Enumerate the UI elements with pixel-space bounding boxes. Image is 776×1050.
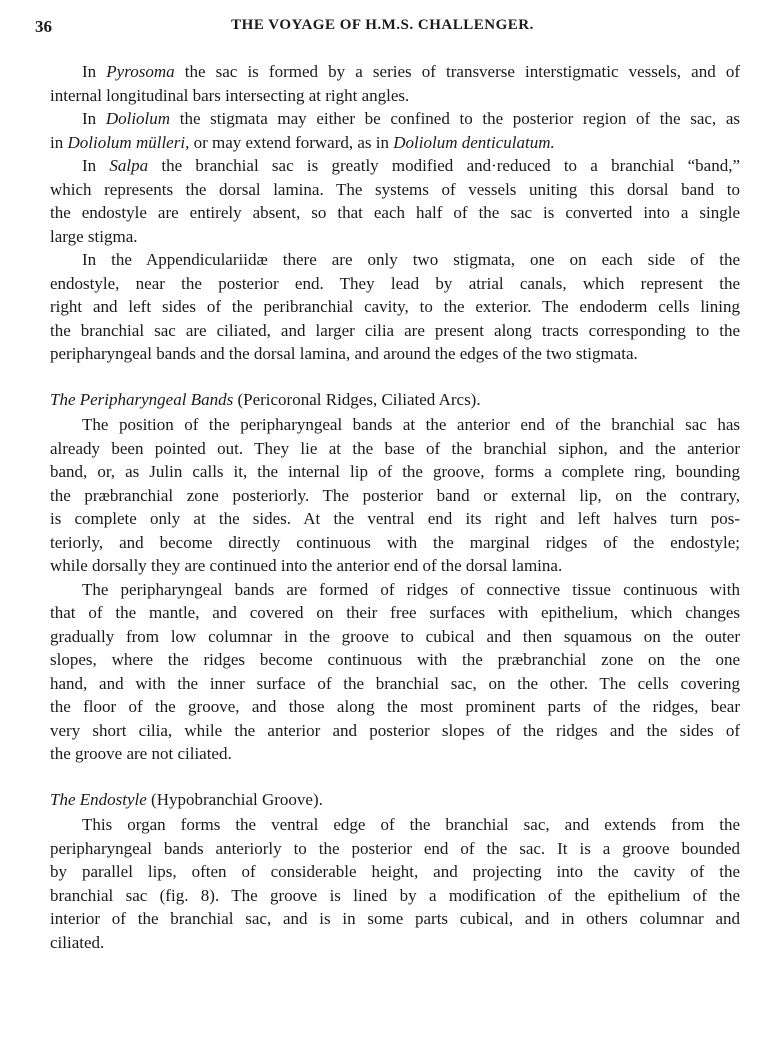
paragraph	[50, 813, 740, 954]
text-segment: interior of the branchial sac, and is in some parts cubical, and in others columnar and	[50, 909, 740, 928]
text-segment: the endostyle are entirely absent, so that each half of the sac is converted into a single	[50, 203, 740, 222]
text-line	[50, 554, 740, 578]
text-segment: is complete only at the sides. At the ventral end its right and left halves turn pos-	[50, 509, 740, 528]
text-line	[50, 860, 740, 884]
text-segment: which represents the dorsal lamina. The systems of vessels uniting this dorsal band to	[50, 179, 740, 199]
text-segment: gradually from low columnar in the groove to cubical and then squamous on the outer	[50, 626, 740, 646]
text-segment: very short cilia, while the anterior and posterior slopes of the ridges and the sides of	[50, 720, 740, 740]
text-segment: the stigmata may either be confined to the posterior region of the sac, as	[170, 109, 740, 128]
text-line	[50, 248, 740, 272]
text-line	[50, 484, 740, 508]
text-segment: In	[82, 156, 110, 175]
text-line	[50, 319, 740, 343]
paragraph	[50, 107, 740, 154]
text-line	[50, 272, 740, 296]
text-line	[50, 788, 740, 812]
text-segment: large stigma.	[50, 226, 138, 246]
text-line	[50, 837, 740, 861]
italic-text: Salpa	[109, 156, 149, 175]
text-segment: The position of the peripharyngeal bands at the anterior end of the branchial sac has	[82, 415, 740, 434]
text-segment: internal longitudinal bars intersecting at right angles.	[50, 85, 410, 105]
text-segment: the branchial sac are ciliated, and larger cilia are present along tracts corresponding to the	[50, 320, 740, 340]
text-line	[50, 578, 740, 602]
text-segment: the sac is formed by a series of transverse interstigmatic vessels, and of	[174, 62, 741, 81]
paragraph	[50, 60, 740, 107]
text-line	[50, 178, 740, 202]
text-segment: or may extend forward, as in	[189, 132, 394, 152]
text-segment: the branchial sac is greatly modified and·reduced to a branchial “band,”	[148, 156, 740, 175]
paragraph	[50, 578, 740, 766]
text-line	[50, 884, 740, 908]
text-segment: by parallel lips, often of considerable height, and projecting into the cavity of the	[50, 862, 740, 881]
text-segment: the groove are not ciliated.	[50, 744, 232, 763]
text-segment: endostyle, near the posterior end. They lead by atrial canals, which represent the	[50, 273, 740, 293]
text-line	[50, 625, 740, 649]
text-segment: in	[50, 132, 68, 152]
text-segment: peripharyngeal bands and the dorsal lamina, and around the edges of the two stigmata.	[50, 344, 638, 363]
italic-text: Doliolum mülleri,	[67, 132, 190, 152]
text-line	[50, 131, 740, 155]
italic-text: The Peripharyngeal Bands	[50, 389, 234, 409]
text-line	[50, 342, 740, 366]
text-segment: (Hypobranchial Groove).	[146, 789, 323, 809]
text-segment: teriorly, and become directly continuous with the marginal ridges of the endostyle;	[50, 532, 740, 552]
text-line	[50, 201, 740, 225]
running-header	[35, 17, 730, 39]
text-line	[50, 437, 740, 461]
italic-text: Pyrosoma	[106, 62, 175, 81]
text-segment: In	[82, 109, 106, 128]
text-segment: ciliated.	[50, 932, 105, 952]
text-segment: In	[82, 62, 107, 81]
text-line	[50, 225, 740, 249]
text-line	[50, 507, 740, 531]
text-segment: peripharyngeal bands anteriorly to the posterior end of the sac. It is a groove bounded	[50, 838, 740, 858]
text-line	[50, 84, 740, 108]
text-line	[50, 60, 740, 84]
page-body	[50, 60, 740, 954]
text-line	[50, 388, 740, 412]
text-line	[50, 295, 740, 319]
text-segment: In the Appendiculariidæ there are only two stigmata, one on each side of the	[82, 250, 740, 269]
paragraph	[50, 154, 740, 248]
text-segment: hand, and with the inner surface of the branchial sac, on the other. The cells covering	[50, 673, 740, 693]
text-line	[50, 931, 740, 955]
text-segment: (Pericoronal Ridges, Ciliated Arcs).	[233, 389, 481, 409]
italic-text: Doliolum	[105, 109, 171, 128]
text-segment: branchial sac (fig. 8). The groove is lined by a modification of the epithelium of the	[50, 885, 740, 905]
text-segment: the floor of the groove, and those along the most prominent parts of the ridges, bear	[50, 697, 740, 716]
text-line	[50, 719, 740, 743]
text-segment: This organ forms the ventral edge of the branchial sac, and extends from the	[82, 815, 740, 834]
text-line	[50, 672, 740, 696]
text-line	[50, 601, 740, 625]
paragraph	[50, 248, 740, 366]
text-segment: band, or, as Julin calls it, the internal lip of the groove, forms a complete ring, bounding	[50, 462, 740, 481]
paragraph	[50, 413, 740, 578]
text-segment: the præbranchial zone posteriorly. The posterior band or external lip, on the contrary,	[50, 485, 740, 505]
text-line	[50, 907, 740, 931]
text-line	[50, 460, 740, 484]
text-line	[50, 413, 740, 437]
text-line	[50, 107, 740, 131]
text-line	[50, 695, 740, 719]
text-line	[50, 648, 740, 672]
text-segment: The peripharyngeal bands are formed of ridges of connective tissue continuous with	[82, 579, 740, 599]
text-line	[50, 742, 740, 766]
text-segment: already been pointed out. They lie at the base of the branchial siphon, and the anterior	[50, 438, 740, 458]
text-line	[50, 813, 740, 837]
text-segment: that of the mantle, and covered on their free surfaces with epithelium, which changes	[50, 603, 740, 622]
running-title: THE VOYAGE OF H.M.S. CHALLENGER.	[231, 17, 534, 33]
page-number: 36	[35, 17, 52, 36]
section-heading	[50, 388, 740, 412]
text-line	[50, 154, 740, 178]
italic-text: The Endostyle	[50, 789, 147, 809]
text-line	[50, 531, 740, 555]
text-segment: right and left sides of the peribranchial cavity, to the exterior. The endoderm cells lining	[50, 297, 740, 316]
text-segment: while dorsally they are continued into the anterior end of the dorsal lamina.	[50, 556, 563, 575]
section-heading	[50, 788, 740, 812]
italic-text: Doliolum denticulatum.	[393, 132, 555, 152]
text-segment: slopes, where the ridges become continuous with the præbranchial zone on the one	[50, 650, 740, 669]
